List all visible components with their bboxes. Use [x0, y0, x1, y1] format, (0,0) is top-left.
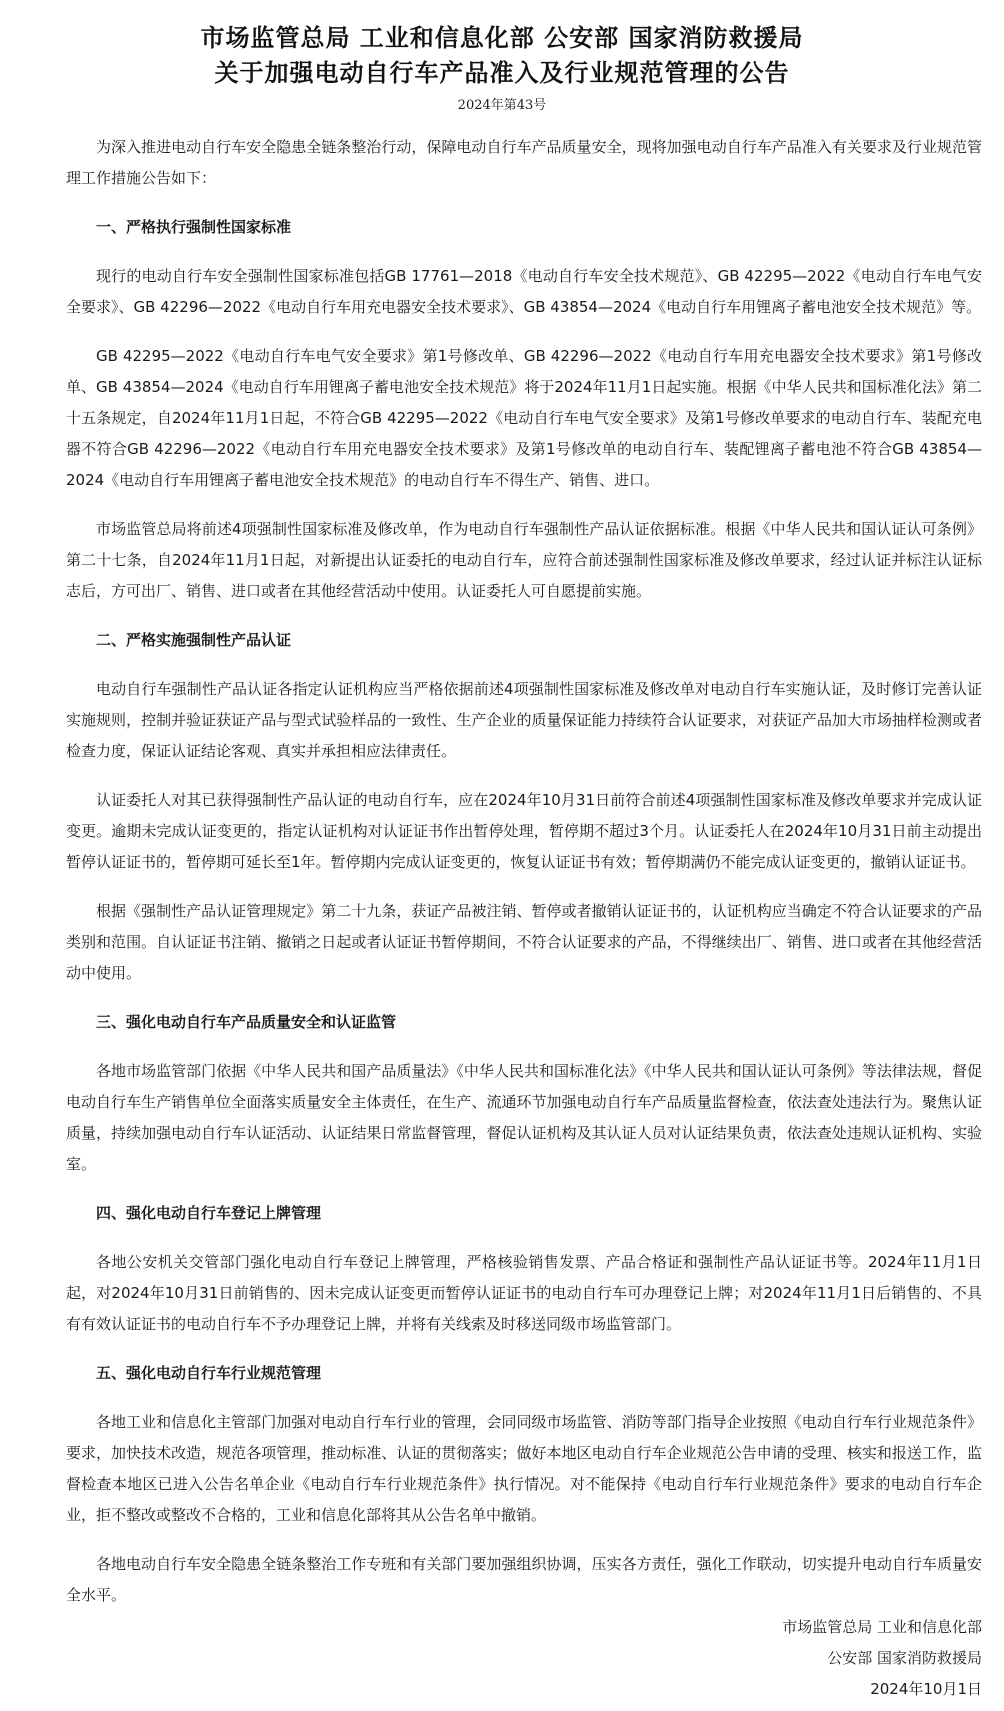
signature-issuers-line-2: 公安部 国家消防救援局	[827, 1649, 982, 1667]
section-1-heading: 一、严格执行强制性国家标准	[96, 218, 292, 236]
section-4-heading: 四、强化电动自行车登记上牌管理	[96, 1204, 322, 1222]
section-1-paragraph-1: 现行的电动自行车安全强制性国家标准包括GB 17761—2018《电动自行车安全技术规范》、GB 42295—2022《电动自行车电气安全要求》、GB 42296—2022《电动自行车用充电器安全技术要求》、GB 43854—2024《电动自行车用锂离子蓄电池安全技术规范》等。	[66, 267, 982, 316]
signature-block	[782, 1612, 982, 1705]
section-1-paragraph-2: GB 42295—2022《电动自行车电气安全要求》第1号修改单、GB 42296—2022《电动自行车用充电器安全技术要求》第1号修改单、GB 43854—2024《电动自行车用锂离子蓄电池安全技术规范》将于2024年11月1日起实施。根据《中华人民共和国标准化法》第二十五条规定，自2024年11月1日起，不符合GB 42295—2022《电动自行车电气安全要求》及第1号修改单要求的电动自行车、装配充电器不符合GB 42296—2022《电动自行车用充电器安全技术要求》及第1号修改单的电动自行车、装配锂离子蓄电池不符合GB 43854—2024《电动自行车用锂离子蓄电池安全技术规范》的电动自行车不得生产、销售、进口。	[66, 347, 982, 489]
issuers-title: 市场监管总局 工业和信息化部 公安部 国家消防救援局	[200, 23, 804, 52]
section-5-paragraph-2: 各地电动自行车安全隐患全链条整治工作专班和有关部门要加强组织协调，压实各方责任，强化工作联动，切实提升电动自行车质量安全水平。	[66, 1555, 982, 1604]
section-3-heading: 三、强化电动自行车产品质量安全和认证监管	[96, 1013, 397, 1031]
section-2-paragraph-3: 根据《强制性产品认证管理规定》第二十九条，获证产品被注销、暂停或者撤销认证证书的，认证机构应当确定不符合认证要求的产品类别和范围。自认证证书注销、撤销之日起或者认证证书暂停期间，不符合认证要求的产品，不得继续出厂、销售、进口或者在其他经营活动中使用。	[66, 902, 982, 982]
document-title: 关于加强电动自行车产品准入及行业规范管理的公告	[214, 58, 790, 87]
section-1-paragraph-3: 市场监管总局将前述4项强制性国家标准及修改单，作为电动自行车强制性产品认证依据标准。根据《中华人民共和国认证认可条例》第二十七条，自2024年11月1日起，对新提出认证委托的电动自行车，应符合前述强制性国家标准及修改单要求，经过认证并标注认证标志后，方可出厂、销售、进口或者在其他经营活动中使用。认证委托人可自愿提前实施。	[66, 520, 982, 600]
section-2-paragraph-1: 电动自行车强制性产品认证各指定认证机构应当严格依据前述4项强制性国家标准及修改单对电动自行车实施认证，及时修订完善认证实施规则，控制并验证获证产品与型式试验样品的一致性、生产企业的质量保证能力持续符合认证要求，对获证产品加大市场抽样检测或者检查力度，保证认证结论客观、真实并承担相应法律责任。	[66, 680, 982, 760]
section-5-paragraph-1: 各地工业和信息化主管部门加强对电动自行车行业的管理，会同同级市场监管、消防等部门指导企业按照《电动自行车行业规范条件》要求，加快技术改造，规范各项管理，推动标准、认证的贯彻落实；做好本地区电动自行车企业规范公告申请的受理、核实和报送工作，监督检查本地区已进入公告名单企业《电动自行车行业规范条件》执行情况。对不能保持《电动自行车行业规范条件》要求的电动自行车企业，拒不整改或整改不合格的，工业和信息化部将其从公告名单中撤销。	[66, 1413, 982, 1524]
section-2-paragraph-2: 认证委托人对其已获得强制性产品认证的电动自行车，应在2024年10月31日前符合前述4项强制性国家标准及修改单要求并完成认证变更。逾期未完成认证变更的，指定认证机构对认证证书作出暂停处理，暂停期不超过3个月。认证委托人在2024年10月31日前主动提出暂停认证证书的，暂停期可延长至1年。暂停期内完成认证变更的，恢复认证证书有效；暂停期满仍不能完成认证变更的，撤销认证证书。	[66, 791, 982, 871]
intro-paragraph: 为深入推进电动自行车安全隐患全链条整治行动，保障电动自行车产品质量安全，现将加强电动自行车产品准入有关要求及行业规范管理工作措施公告如下：	[66, 138, 982, 187]
section-4-paragraph-1: 各地公安机关交管部门强化电动自行车登记上牌管理，严格核验销售发票、产品合格证和强制性产品认证证书等。2024年11月1日起，对2024年10月31日前销售的、因未完成认证变更而暂停认证证书的电动自行车可办理登记上牌；对2024年11月1日后销售的、不具有有效认证证书的电动自行车不予办理登记上牌，并将有关线索及时移送同级市场监管部门。	[66, 1253, 982, 1333]
signature-date: 2024年10月1日	[870, 1680, 982, 1698]
section-5-heading: 五、强化电动自行车行业规范管理	[96, 1364, 322, 1382]
signature-issuers-line-1: 市场监管总局 工业和信息化部	[782, 1618, 982, 1636]
section-3-paragraph-1: 各地市场监管部门依据《中华人民共和国产品质量法》《中华人民共和国标准化法》《中华人民共和国认证认可条例》等法律法规，督促电动自行车生产销售单位全面落实质量安全主体责任，在生产、流通环节加强电动自行车产品质量监督检查，依法查处违法行为。聚焦认证质量，持续加强电动自行车认证活动、认证结果日常监督管理，督促认证机构及其认证人员对认证结果负责，依法查处违规认证机构、实验室。	[66, 1062, 982, 1173]
section-2-heading: 二、严格实施强制性产品认证	[96, 631, 292, 649]
document-number: 2024年第43号	[457, 98, 547, 113]
